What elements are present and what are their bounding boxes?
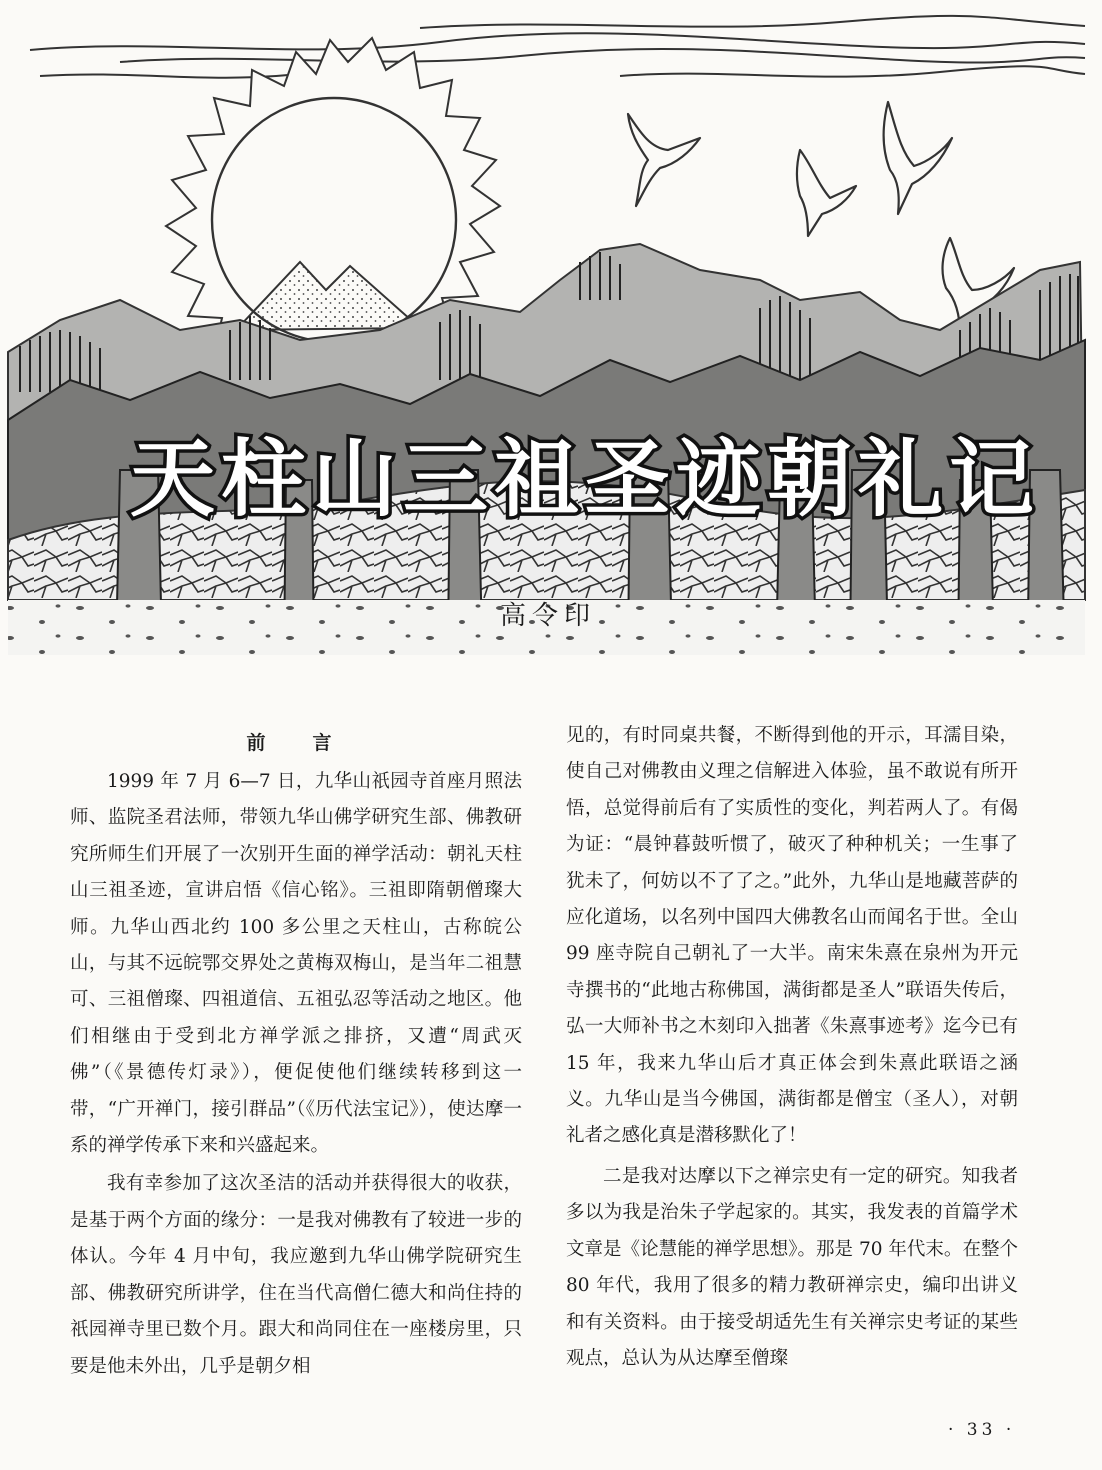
paragraph: 二是我对达摩以下之禅宗史有一定的研究。知我者多以为我是治朱子学起家的。其实，我发表的首篇学术文章是《论慧能的禅学思想》。那是 70 年代末。在整个 80 年代，我用了很多的精力教研禅宗史，编印出讲义和有关资料。由于接受胡适先生有关禅宗史考证的某些观点，总认为从达摩至僧璨 bbox=[566, 1165, 1018, 1369]
paragraph-continued: 见的，有时同桌共餐，不断得到他的开示，耳濡目染，使自己对佛教由义理之信解进入体验，虽不敢说有所开悟，总觉得前后有了实质性的变化，判若两人了。有偈为证：“晨钟暮鼓听惯了，破灭了种种机关；一生事了犹未了，何妨以不了了之。”此外，九华山是地藏菩萨的应化道场，以名列中国四大佛教名山而闻名于世。全山 99 座寺院自己朝礼了一大半。南宋朱熹在泉州为开元寺撰书的“此地古称佛国，满街都是圣人”联语失传后，弘一大师补书之木刻印入拙著《朱熹事迹考》迄今已有 15 年，我来九华山后才真正体会到朱熹此联语之涵义。九华山是当今佛国，满街都是僧宝（圣人），对朝礼者之感化真是潜移默化了！ bbox=[566, 725, 1018, 1147]
article-column-right bbox=[566, 718, 1018, 1377]
paragraph: 我有幸参加了这次圣洁的活动并获得很大的收获，是基于两个方面的缘分：一是我对佛教有了较进一步的体认。今年 4 月中旬，我应邀到九华山佛学院研究生部、佛教研究所讲学，住在当代高僧仁德大和尚住持的祇园禅寺里已数个月。跟大和尚同住在一座楼房里，只要是他未外出，几乎是朝夕相 bbox=[70, 1173, 522, 1377]
cloud-lines bbox=[30, 16, 1085, 78]
author-name: 高令印 bbox=[499, 601, 597, 631]
banner-title: 天柱山三祖圣迹朝礼记 bbox=[130, 430, 1040, 528]
title-banner-illustration bbox=[0, 0, 1102, 660]
article-column-left bbox=[70, 722, 522, 1385]
paragraph: 1999 年 7 月 6—7 日，九华山祇园寺首座月照法师、监院圣君法师，带领九华山佛学研究生部、佛教研究所师生们开展了一次别开生面的禅学活动：朝礼天柱山三祖圣迹，宣讲启悟《信心铭》。三祖即隋朝僧璨大师。九华山西北约 100 多公里之天柱山，古称皖公山，与其不远皖鄂交界处之黄梅双梅山，是当年二祖慧可、三祖僧璨、四祖道信、五祖弘忍等活动之地区。他们相继由于受到北方禅学派之排挤，又遭“周武灭佛”（《景德传灯录》），便促使他们继续转移到这一带，“广开禅门，接引群品”（《历代法宝记》），使达摩一系的禅学传承下来和兴盛起来。 bbox=[70, 771, 522, 1157]
section-heading: 前 言 bbox=[246, 732, 346, 754]
page-number: · 33 · bbox=[948, 1420, 1016, 1440]
